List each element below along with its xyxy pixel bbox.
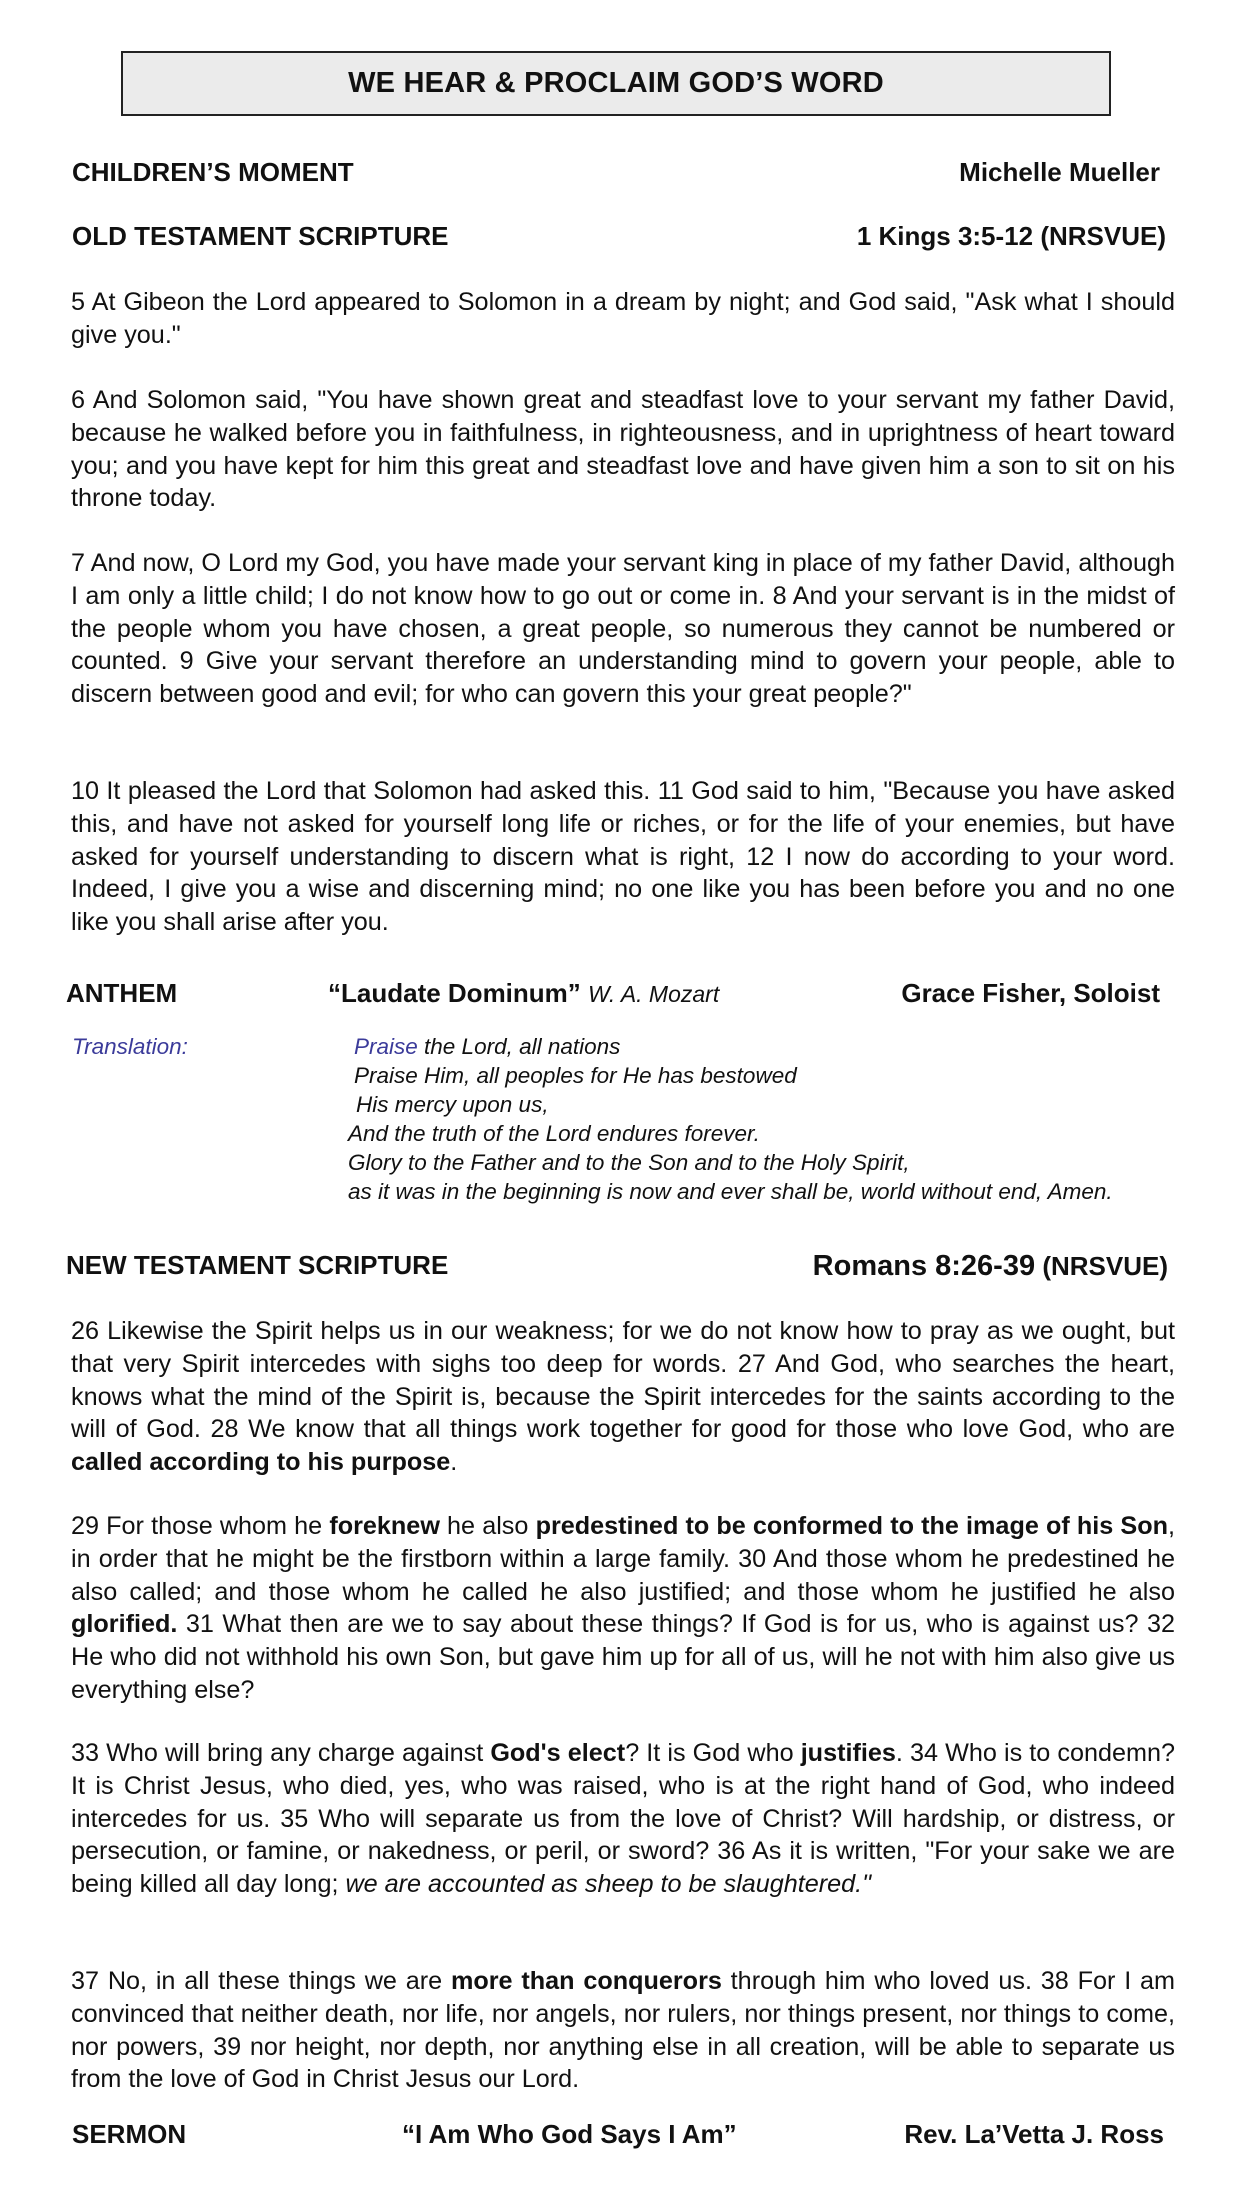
anthem-composer: W. A. Mozart xyxy=(588,981,720,1007)
section-title: WE HEAR & PROCLAIM GOD’S WORD xyxy=(348,67,884,99)
new-testament-row xyxy=(66,1250,1172,1281)
new-testament-version: (NRSVUE) xyxy=(1042,1251,1168,1281)
translation-line-2: Praise Him, all peoples for He has bestowed xyxy=(354,1063,797,1088)
translation-line-4: And the truth of the Lord endures forever. xyxy=(348,1121,760,1146)
new-testament-label: NEW TESTAMENT SCRIPTURE xyxy=(66,1250,449,1280)
translation-label: Translation: xyxy=(72,1034,188,1059)
sermon-title: “I Am Who God Says I Am” xyxy=(402,2119,737,2149)
ot-verse-5: 5 At Gibeon the Lord appeared to Solomon in a dream by night; and God said, "Ask what I should give you." xyxy=(71,288,1175,349)
translation-line-6: as it was in the beginning is now and ever shall be, world without end, Amen. xyxy=(348,1179,1113,1204)
nt-verses-37-39: 37 No, in all these things we are more than conquerors through him who loved us. 38 For I am convinced that neither death, nor life, nor angels, nor rulers, nor things present, nor things to come, nor powers, 39 nor height, nor depth, nor anything else in all creation, will be able to separate us from the love of God in Christ Jesus our Lord. xyxy=(71,1967,1175,2094)
translation-line-3: His mercy upon us, xyxy=(356,1092,549,1117)
anthem-soloist: Grace Fisher, Soloist xyxy=(901,978,1160,1008)
anthem-row xyxy=(66,978,1172,1009)
ot-verses-7-9: 7 And now, O Lord my God, you have made your servant king in place of my father David, although I am only a little child; I do not know how to go out or come in. 8 And your servant is in the midst of the people whom you have chosen, a great people, so numerous they cannot be numbered or counted. 9 Give your servant therefore an understanding mind to govern your people, able to discern between good and evil; for who can govern this your great people?" xyxy=(71,549,1175,709)
anthem-label: ANTHEM xyxy=(66,978,178,1008)
childrens-moment-label: CHILDREN’S MOMENT xyxy=(72,157,354,187)
new-testament-reference: Romans 8:26-39 xyxy=(812,1250,1036,1282)
childrens-moment-leader: Michelle Mueller xyxy=(959,157,1160,187)
nt-verses-26-28: 26 Likewise the Spirit helps us in our weakness; for we do not know how to pray as we ought, but that very Spirit intercedes with sighs too deep for words. 27 And God, who searches the heart, knows what the mind of the Spirit is, because the Spirit intercedes for the saints according to the will of God. 28 We know that all things work together for good for those who love God, who are called according to his purpose. xyxy=(71,1317,1175,1477)
ot-verse-6: 6 And Solomon said, "You have shown great and steadfast love to your servant my father David, because he walked before you in faithfulness, in righteousness, and in uprightness of heart toward you; and you have kept for him this great and steadfast love and have given him a son to sit on his throne today. xyxy=(71,386,1175,513)
sermon-preacher: Rev. La’Vetta J. Ross xyxy=(904,2119,1164,2149)
old-testament-label: OLD TESTAMENT SCRIPTURE xyxy=(72,221,449,251)
translation-line-1: Praise the Lord, all nations xyxy=(354,1034,621,1059)
old-testament-reference: 1 Kings 3:5-12 (NRSVUE) xyxy=(856,221,1166,251)
sermon-row xyxy=(72,2119,1172,2150)
ot-verses-10-12: 10 It pleased the Lord that Solomon had asked this. 11 God said to him, "Because you have asked this, and have not asked for yourself long life or riches, or for the life of your enemies, but have asked for yourself understanding to discern what is right, 12 I now do according to your word. Indeed, I give you a wise and discerning mind; no one like you has been before you and no one like you shall arise after you. xyxy=(71,777,1175,937)
anthem-title: “Laudate Dominum” xyxy=(328,978,581,1008)
nt-verses-33-36: 33 Who will bring any charge against God's elect? It is God who justifies. 34 Who is to condemn? It is Christ Jesus, who died, yes, who was raised, who is at the right hand of God, who indeed intercedes for us. 35 Who will separate us from the love of Christ? Will hardship, or distress, or persecution, or famine, or nakedness, or peril, or sword? 36 As it is written, "For your sake we are being killed all day long; we are accounted as sheep to be slaughtered." xyxy=(71,1739,1175,1899)
old-testament-row xyxy=(72,221,1172,252)
nt-verses-29-32: 29 For those whom he foreknew he also predestined to be conformed to the image of his Son, in order that he might be the firstborn within a large family. 30 And those whom he predestined he also called; and those whom he called he also justified; and those whom he justified he also glorified. 31 What then are we to say about these things? If God is for us, who is against us? 32 He who did not withhold his own Son, but gave him up for all of us, will he not with him also give us everything else? xyxy=(71,1512,1176,1704)
childrens-moment-row xyxy=(72,157,1172,188)
sermon-label: SERMON xyxy=(72,2119,187,2149)
translation-line-5: Glory to the Father and to the Son and to the Holy Spirit, xyxy=(348,1150,910,1175)
section-title-box xyxy=(121,51,1111,116)
